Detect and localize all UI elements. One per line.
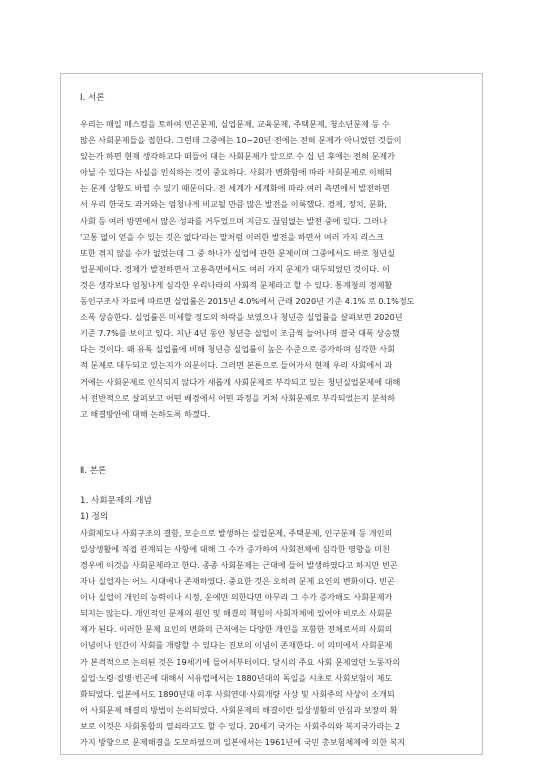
text-line: 고 해결방안에 대해 논하도록 하겠다.	[80, 408, 211, 419]
text-line: 되지는 않는다. 개인적인 문제의 원인 및 해결의 책임이 사회자체에 있어야 비로소 사회문	[80, 608, 393, 619]
document-body	[80, 92, 467, 750]
text-line: 적 문제로 대두되고 있는지가 의문이다. 그러면 본론으로 들어가서 현재 우리 사회에서 과	[80, 360, 393, 371]
text-line: 사회 등 여러 방면에서 많은 성과를 거두었으며 지금도 끊임없는 발전 중에 있다. 그러나	[80, 215, 388, 226]
definition-paragraph	[80, 525, 467, 750]
text-line: 경우에 이것을 사회문제라고 한다. 종종 사회문제는 근대에 들어 발생하였다고 하지만 빈곤	[80, 559, 398, 570]
text-line: 이념이나 인간이 사회를 개량할 수 있다는 진보의 이념이 존재한다. 이 의미에서 사회문제	[80, 640, 393, 651]
text-line: 동인구조사 자료에 따르면 실업률은 2015년 4.0%에서 근래 2020년 기준 4.1% 로 0.1%정도	[80, 296, 415, 307]
text-line: 사회제도나 사회구조의 결함, 모순으로 발생하는 실업문제, 주택문제, 인구문제 등 개인의	[80, 527, 393, 538]
text-line: 다는 것이다. 왜 유독 실업률에 비해 청년층 실업률이 높은 수준으로 증가하며 심각한 사회	[80, 344, 395, 355]
text-line: 제가 된다. 이러한 문제 요인의 변화의 근저에는 다양한 개인을 포함한 전체로서의 사회의	[80, 624, 393, 635]
text-line: 있는가 하면 현재 생각하고다 떠들어 대는 사회문제가 앞으로 수 십 년 후에는 전혀 문제가	[80, 151, 395, 162]
text-line: 보로 이것은 사회통합의 열쇠라고도 할 수 있다. 20세기 국가는 사회주의와 복지국가라는 2	[80, 720, 400, 731]
text-line: 업문제이다. 경제가 발전하면서 고용측면에서도 여러 가지 문제가 대두되었던 것이다. 이	[80, 263, 390, 274]
text-line: 어 사회문제 해결의 방법이 논의되었다. 사회문제의 해결이란 일상생활의 안심과 보장의 확	[80, 704, 398, 715]
text-line: 거에는 사회문제로 인식되지 않다가 새롭게 사회문제로 부각되고 있는 청년실업문제에 대해	[80, 376, 401, 387]
subsection-heading-concept: 1. 사회문제의 개념	[80, 495, 152, 506]
text-line: 또한 겪지 않을 수가 없었는데 그 중 하나가 실업에 관한 문제이며 그중에서도 바로 청년실	[80, 247, 395, 258]
text-line: 우리는 매일 매스컴을 토하여 빈곤문제, 실업문제, 교육문제, 주택문제, 청소년문제 등 수	[80, 119, 390, 129]
text-line: 아닐 수 있다는 사실을 인식하는 것이 중요하다. 사회가 변화함에 따라 사회문제로 이해되	[80, 167, 393, 178]
subsubsection-heading-definition: 1) 정의	[80, 511, 109, 522]
text-line: '고통 없이 얻을 수 있는 것은 없다'라는 말처럼 이러한 발전을 하면서 여러 가지 리스크	[80, 231, 384, 242]
section-heading-main-body: Ⅱ. 본론	[80, 465, 107, 476]
text-line: 서 전반적으로 살펴보고 어떤 배경에서 어떤 과정을 거쳐 사회문제로 부각되었는지 분석하	[80, 392, 396, 403]
text-line: 일상생활에 직접 관계되는 사항에 대해 그 수가 증가하여 사회전체에 심각한 영향을 미친	[80, 543, 390, 554]
section-heading-introduction: Ⅰ. 서론	[80, 93, 105, 103]
text-line: 는 문제 상황도 바뀔 수 있기 때문이다. 전 세계가 세계화에 따라 여러 측면에서 발전하면	[80, 183, 390, 194]
text-line: 서 우리 한국도 과거와는 엄청나게 비교될 만큼 많은 발전을 이룩했다. 경제, 정치, 문화,	[80, 199, 387, 210]
text-line: 화되었다. 일본에서도 1890년대 이후 사회연대·사회개량 사상 및 사회주의 사상이 소개되	[80, 688, 395, 699]
text-line: 소폭 상승한다. 실업률은 미세할 정도의 하락을 보였으나 청년층 실업률을 살펴보면 2020년	[80, 312, 403, 323]
text-line: 기준 7.7%를 보이고 있다. 지난 4년 동안 청년층 실업이 조금씩 늘어나며 결국 대폭 상승했	[80, 328, 400, 339]
text-line: 실업·노령·질병·빈곤에 대해서 서유럽에서는 1880년대의 독일을 시초로 사회보험이 제도	[80, 672, 393, 683]
text-line: 것은 생각보다 엄청나게 심각한 우리나라의 사회적 문제라고 할 수 있다. 통계청의 경제활	[80, 279, 393, 290]
introduction-paragraph	[80, 116, 467, 422]
text-line: 많은 사회문제들을 접한다. 그런데 그중에는 10~20년 전에는 전혀 문제가 아니었던 것들이	[80, 135, 402, 146]
text-line: 이나 실업이 개인의 능력이나 시정, 운에만 의한다면 아무리 그 수가 증가해도 사회문제가	[80, 592, 393, 603]
text-line: 자나 실업자는 어느 시대에나 존재하였다. 중요한 것은 오히려 문제 요인의 변화이다. 빈곤	[80, 576, 395, 587]
text-line: 가지 방향으로 문제해결을 도모하였으며 일본에서는 1961년에 국민 총보험체제에 의한 복지	[80, 737, 406, 747]
text-line: 가 본격적으로 논의된 것은 19세기에 들어서부터이다. 당시의 주요 사회 문제였던 노동자의	[80, 656, 401, 667]
